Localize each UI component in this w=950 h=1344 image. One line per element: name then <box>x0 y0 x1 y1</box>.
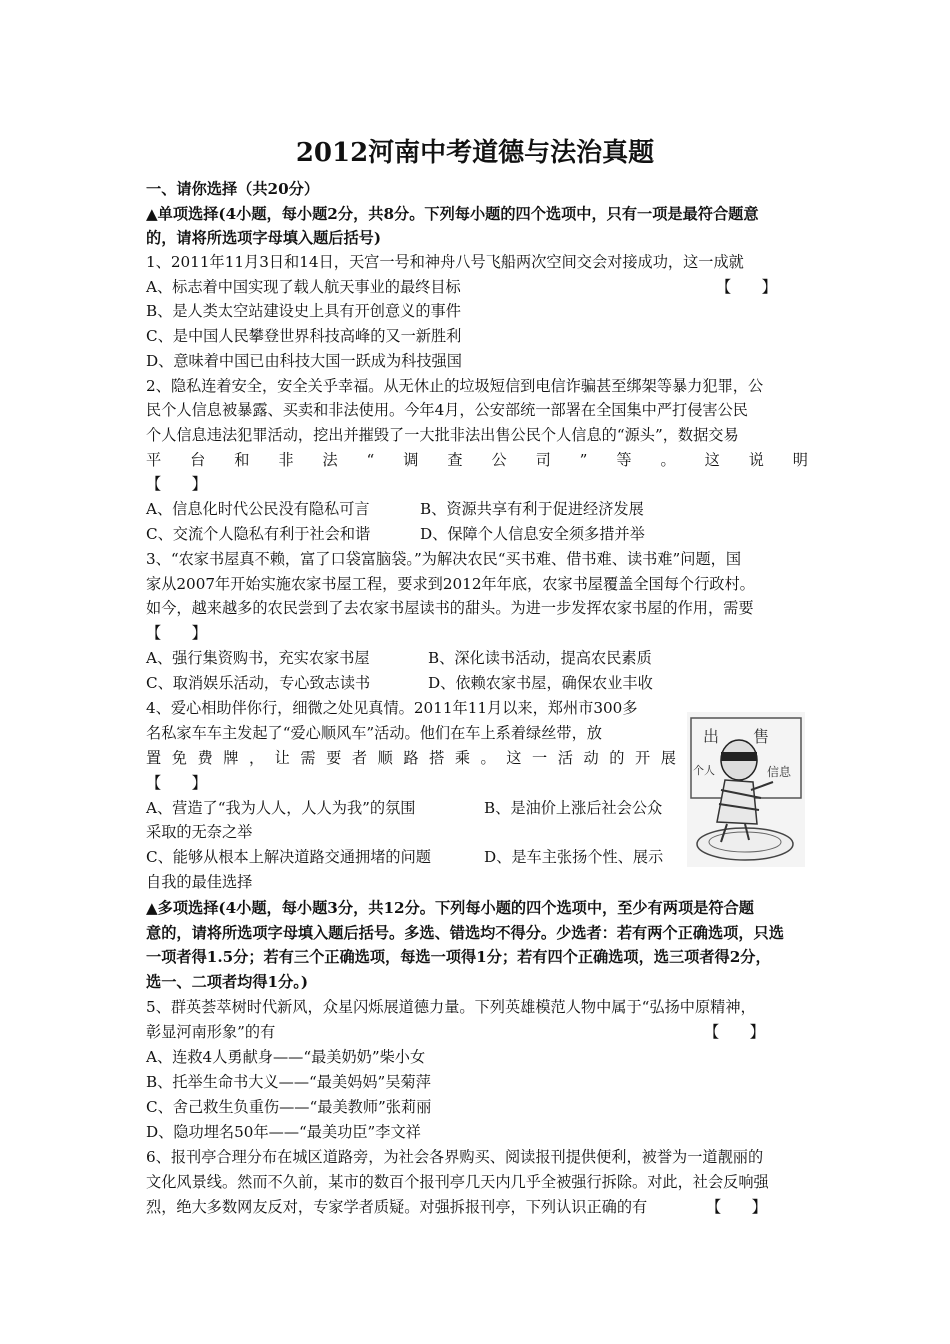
question-5-option-b: B、托举生命书大义——“最美妈妈”吴菊萍 <box>146 1073 431 1091</box>
thief-mask <box>721 752 757 761</box>
multi-choice-instructions-3: 一项者得1.5分；若有三个正确选项，每选一项得1分；若有四个正确选项，选三项者得2分， <box>146 948 771 966</box>
q2-char: 公 <box>491 451 507 469</box>
q2-char: 这 <box>704 451 720 469</box>
q4-char: 搭 <box>429 749 445 767</box>
question-1-answer-bracket: 【 】 <box>716 278 777 296</box>
question-1-option-d: D、意味着中国已由科技大国一跃成为科技强国 <box>146 352 462 370</box>
question-2-option-a: A、信息化时代公民没有隐私可言 <box>146 500 370 518</box>
q4-char: 让 <box>274 749 290 767</box>
question-4-answer-bracket: 【 】 <box>146 774 207 792</box>
single-choice-instructions: ▲单项选择(4小题，每小题2分，共8分。下列每小题的四个选项中，只有一项是最符合题意 <box>146 205 759 223</box>
multi-choice-instructions-2: 意的，请将所选项字母填入题后括号。多选、错选均不得分。少选者：若有两个正确选项，只选 <box>146 924 784 942</box>
q2-char: 说 <box>748 451 764 469</box>
question-4-option-d-cont: 自我的最佳选择 <box>146 873 253 891</box>
q2-char: 查 <box>447 451 463 469</box>
question-2-option-c: C、交流个人隐私有利于社会和谐 <box>146 525 371 543</box>
q4-char: 路 <box>403 749 419 767</box>
q2-char: 非 <box>278 451 294 469</box>
question-2-stem-line-2: 民个人信息被暴露、买卖和非法使用。今年4月，公安部统一部署在全国集中严打侵害公民 <box>146 401 748 419</box>
q4-char: 开 <box>634 749 651 767</box>
question-2-answer-bracket: 【 】 <box>146 475 207 493</box>
question-1-stem: 1、2011年11月3日和14日，天宫一号和神舟八号飞船两次空间交会对接成功，这一成就 <box>146 253 744 271</box>
q2-char: “ <box>366 451 375 469</box>
multi-choice-instructions-4: 选一、二项者均得1分。) <box>146 973 309 991</box>
question-3-stem-line-3: 如今，越来越多的农民尝到了去农家书屋读书的甜头。为进一步发挥农家书屋的作用，需要 <box>146 599 754 617</box>
question-6-answer-bracket: 【 】 <box>706 1198 767 1216</box>
question-1-option-b: B、是人类太空站建设史上具有开创意义的事件 <box>146 302 461 320</box>
q4-char: 置 <box>146 749 162 767</box>
question-6-stem-line-3: 烈，绝大多数网友反对，专家学者质疑。对强拆报刊亭，下列认识正确的有 <box>146 1198 648 1216</box>
sign-text-4: 信息 <box>767 765 792 779</box>
question-3-option-a: A、强行集资购书，充实农家书屋 <box>146 649 370 667</box>
q4-char: 者 <box>351 749 368 767</box>
question-1-option-c: C、是中国人民攀登世界科技高峰的又一新胜利 <box>146 327 462 345</box>
q4-char: 的 <box>609 749 625 767</box>
question-3-stem-line-2: 家从2007年开始实施农家书屋工程，要求到2012年年底，农家书屋覆盖全国每个行政村。 <box>146 575 755 593</box>
thief-body <box>717 780 757 824</box>
question-4-stem-line-2: 名私家车车主发起了“爱心顺风车”活动。他们在车上系着绿丝带，放 <box>146 724 602 742</box>
question-4-stem-line-1: 4、爱心相助伴你行，细微之处见真情。2011年11月以来，郑州市300多 <box>146 699 638 717</box>
sign-text-2: 售 <box>753 727 770 746</box>
question-3-stem-line-1: 3、“农家书屋真不赖，富了口袋富脑袋。”为解决农民“买书难、借书难、读书难”问题，国 <box>146 550 742 568</box>
q4-char: 活 <box>557 749 573 767</box>
question-2-stem-line-3: 个人信息违法犯罪活动，挖出并摧毁了一大批非法出售公民个人信息的“源头”，数据交易 <box>146 426 739 444</box>
question-3-answer-bracket: 【 】 <box>146 624 207 642</box>
question-4-option-b: B、是油价上涨后社会公众 <box>484 799 663 817</box>
question-6-stem-line-2: 文化风景线。然而不久前，某市的数百个报刊亭几天内几乎全被强行拆除。对此，社会反响强 <box>146 1173 769 1191</box>
question-4-option-c: C、能够从根本上解决道路交通拥堵的问题 <box>146 848 431 866</box>
q2-char: 台 <box>190 451 206 469</box>
question-2-option-d: D、保障个人信息安全须多措并举 <box>420 525 645 543</box>
q4-char: 需 <box>300 749 316 767</box>
q2-char: 和 <box>234 451 250 469</box>
q4-char: 。 <box>480 749 496 767</box>
question-2-stem-line-4 <box>146 449 808 471</box>
q4-char: 一 <box>532 749 548 767</box>
question-5-option-c: C、舍己救生负重伤——“最美教师”张莉丽 <box>146 1098 432 1116</box>
q2-char: 调 <box>403 451 419 469</box>
q4-char: 要 <box>326 749 342 767</box>
cartoon-illustration <box>687 712 805 867</box>
sign-text-1: 出 <box>703 727 720 746</box>
q4-char: 乘 <box>454 749 470 767</box>
q2-char: 明 <box>792 451 808 469</box>
question-5-stem-line-2: 彰显河南形象”的有 <box>146 1023 276 1041</box>
sign-text-3: 个人 <box>693 764 715 777</box>
q4-char: 免 <box>171 749 187 767</box>
q4-char: 牌 <box>223 749 239 767</box>
question-5-option-a: A、连救4人勇献身——“最美奶奶”柴小女 <box>146 1048 426 1066</box>
question-5-answer-bracket: 【 】 <box>704 1023 765 1041</box>
manhole <box>697 828 793 860</box>
question-4-option-d: D、是车主张扬个性、展示 <box>484 848 664 866</box>
question-3-option-d: D、依赖农家书屋，确保农业丰收 <box>428 674 653 692</box>
question-3-option-b: B、深化读书活动，提高农民素质 <box>428 649 652 667</box>
section-heading: 一、请你选择（共20分） <box>146 180 320 198</box>
question-2-option-b: B、资源共享有利于促进经济发展 <box>420 500 644 518</box>
q4-char: 这 <box>506 749 522 767</box>
question-2-stem-line-1: 2、隐私连着安全，安全关乎幸福。从无休止的垃圾短信到电信诈骗甚至绑架等暴力犯罪，公 <box>146 377 764 395</box>
q4-char: 顺 <box>377 749 393 767</box>
multi-choice-instructions: ▲多项选择(4小题，每小题3分，共12分。下列每小题的四个选项中，至少有两项是符合题 <box>146 899 754 917</box>
q2-char: 司 <box>535 451 551 469</box>
q2-char: 等 <box>616 451 632 469</box>
question-5-stem-line-1: 5、群英荟萃树时代新风，众星闪烁展道德力量。下列英雄模范人物中属于“弘扬中原精神， <box>146 998 756 1016</box>
question-5-option-d: D、隐功埋名50年——“最美功臣”李文祥 <box>146 1123 421 1141</box>
q2-char: ” <box>579 451 588 469</box>
q4-char: ， <box>248 749 265 767</box>
page-title: 2012河南中考道德与法治真题 <box>295 138 655 168</box>
single-choice-instructions-cont: 的，请将所选项字母填入题后括号) <box>146 229 381 247</box>
q2-char: 法 <box>322 451 338 469</box>
q2-char: 。 <box>660 451 676 469</box>
q2-char: 平 <box>146 451 162 469</box>
question-3-option-c: C、取消娱乐活动，专心致志读书 <box>146 674 371 692</box>
question-6-stem-line-1: 6、报刊亭合理分布在城区道路旁，为社会各界购买、阅读报刊提供便利，被誉为一道靓丽的 <box>146 1148 764 1166</box>
question-1-option-a: A、标志着中国实现了载人航天事业的最终目标 <box>146 278 461 296</box>
q4-char: 费 <box>197 749 213 767</box>
q4-char: 展 <box>660 749 676 767</box>
q4-char: 动 <box>583 749 599 767</box>
question-4-stem-line-3 <box>146 747 676 769</box>
question-4-option-a: A、营造了“我为人人，人人为我”的氛围 <box>146 799 416 817</box>
question-4-option-b-cont: 采取的无奈之举 <box>146 823 253 841</box>
